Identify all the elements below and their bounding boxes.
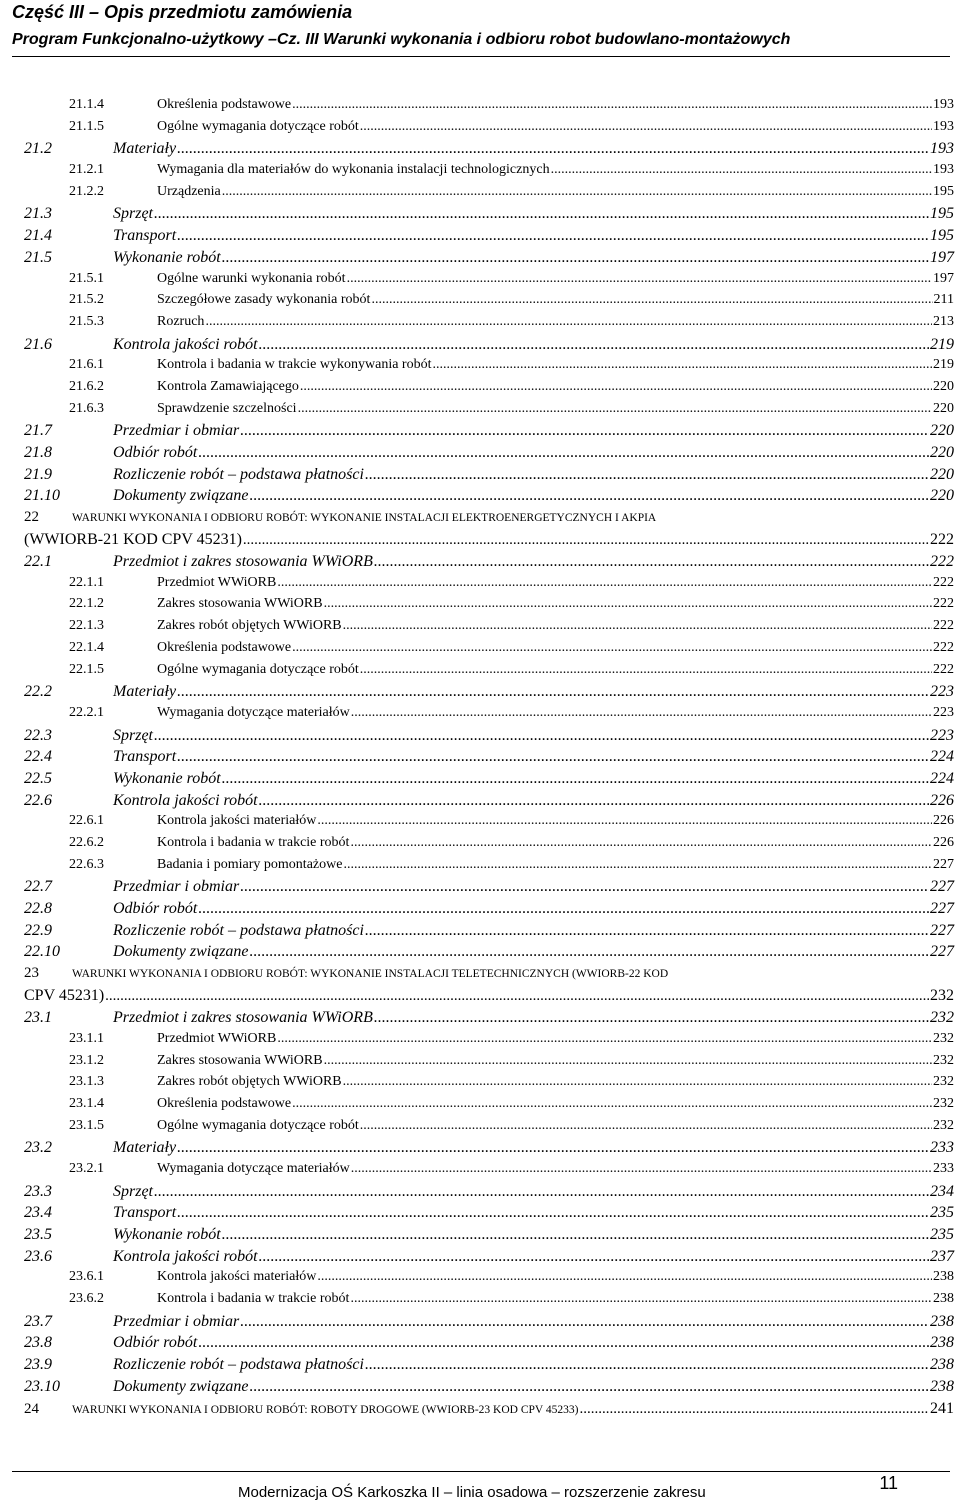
toc-entry-number: 23.1.5	[69, 1117, 104, 1133]
toc-page-number: 222	[930, 531, 954, 549]
toc-entry-title: Dokumenty związane	[113, 943, 249, 961]
toc-entry[interactable]	[24, 1378, 954, 1400]
toc-entry-number: 22.9	[24, 921, 52, 939]
toc-chapter-24[interactable]	[24, 1400, 954, 1422]
toc-entry[interactable]	[24, 922, 954, 944]
toc-entry-number: 21.5.1	[69, 270, 104, 286]
toc-entry-number: 21.5	[24, 248, 52, 266]
toc-chapter-title-cont: (WWIORB-21 KOD CPV 45231)	[24, 531, 242, 549]
document-header-title: Część III – Opis przedmiotu zamówienia	[12, 2, 353, 22]
toc-entry-number: 22.10	[24, 943, 60, 961]
footer-text: Modernizacja OŚ Karkoszka II – linia osadowa – rozszerzenie zakresu	[238, 1484, 706, 1501]
toc-entry-number: 21.2	[24, 140, 52, 158]
toc-entry[interactable]	[24, 1313, 954, 1335]
toc-entry-number: 22.2	[24, 683, 52, 701]
toc-page-number: 223	[930, 726, 954, 744]
toc-entry-number: 22.6	[24, 791, 52, 809]
toc-entry-number: 23.2	[24, 1139, 52, 1157]
toc-entry-number: 23.1.1	[69, 1030, 104, 1046]
toc-entry-number: 22.6.1	[69, 813, 104, 829]
toc-entry-number: 22.1.2	[69, 596, 104, 612]
toc-entry-number: 23.6.1	[69, 1269, 104, 1285]
toc-page-number: 238	[930, 1356, 954, 1374]
toc-entry-title: Ogólne wymagania dotyczące robót	[157, 661, 359, 677]
toc-entry-number: 23.1	[24, 1009, 52, 1027]
toc-entry[interactable]	[24, 1334, 954, 1356]
toc-entry-title: Dokumenty związane	[113, 1377, 249, 1395]
toc-entry-title: Przedmiar i obmiar	[113, 878, 240, 896]
toc-entry-title: Przedmiar i obmiar	[113, 422, 240, 440]
toc-entry-title: Kontrola jakości materiałów	[157, 1269, 317, 1285]
toc-page-number: 222	[933, 618, 954, 634]
toc-page-number: 227	[930, 943, 954, 961]
toc-entry-title: Kontrola i badania w trakcie robót	[157, 835, 350, 850]
toc-entry[interactable]	[24, 1291, 954, 1313]
toc-entry-title: Rozruch	[157, 313, 205, 329]
toc-page-number: 222	[933, 574, 954, 590]
toc-entry-title: Materiały	[113, 683, 177, 701]
toc-page-number: 193	[933, 162, 954, 178]
toc-page-number: 234	[930, 1182, 954, 1200]
toc-entry[interactable]	[24, 553, 954, 575]
toc-entry-title: Badania i pomiary pomontażowe	[157, 856, 343, 872]
toc-entry[interactable]	[24, 1226, 954, 1248]
toc-entry-number: 23.7	[24, 1312, 52, 1330]
toc-page-number: 233	[933, 1160, 954, 1176]
toc-entry[interactable]	[24, 727, 954, 749]
toc-entry-number: 22.2.1	[69, 704, 104, 720]
toc-page-number: 195	[930, 205, 954, 223]
page-number: 11	[879, 1473, 898, 1493]
toc-entry-title: Ogólne warunki wykonania robót	[157, 270, 346, 286]
toc-page-number: 238	[933, 1291, 954, 1307]
toc-entry-title: Transport	[113, 1204, 177, 1222]
toc-entry-title: Określenia podstawowe	[157, 97, 292, 112]
toc-entry[interactable]	[24, 487, 954, 509]
toc-page-number: 223	[930, 683, 954, 701]
toc-page-number: 195	[930, 227, 954, 245]
toc-entry-number: 23.4	[24, 1204, 52, 1222]
toc-entry-title: Wykonanie robót	[113, 1226, 221, 1243]
toc-entry-number: 22.3	[24, 726, 52, 744]
toc-entry-title: Odbiór robót	[113, 900, 198, 918]
toc-page-number: 222	[933, 596, 954, 612]
toc-entry[interactable]	[24, 640, 954, 662]
toc-entry-number: 21.8	[24, 444, 52, 461]
toc-entry-title: Wykonanie robót	[113, 248, 221, 266]
toc-entry-title: Wymagania dotyczące materiałów	[157, 704, 350, 720]
toc-entry-title: Wykonanie robót	[113, 769, 221, 787]
toc-entry-title: Wymagania dla materiałów do wykonania instalacji technologicznych	[157, 162, 550, 178]
toc-entry[interactable]	[24, 162, 954, 184]
toc-page-number: 211	[933, 292, 954, 308]
footer-rule	[12, 1471, 950, 1472]
toc-section-23	[24, 1009, 954, 1399]
toc-entry-number: 21.7	[24, 422, 52, 440]
document-header-subtitle: Program Funkcjonalno-użytkowy –Cz. III Warunki wykonania i odbioru robot budowlano-montażowych	[12, 31, 791, 48]
toc-entry-title: Kontrola jakości robót	[113, 335, 258, 353]
toc-entry-number: 21.1.4	[69, 97, 104, 112]
toc-entry-number: 23.10	[24, 1377, 60, 1395]
toc-entry[interactable]	[24, 97, 954, 119]
toc-entry[interactable]	[24, 1053, 954, 1075]
toc-entry[interactable]	[24, 575, 954, 597]
toc-entry-title: Rozliczenie robót – podstawa płatności	[113, 465, 364, 483]
toc-page-number: 227	[930, 900, 954, 918]
toc-page-number: 226	[930, 791, 954, 809]
toc-entry[interactable]	[24, 1096, 954, 1118]
toc-entry[interactable]	[24, 878, 954, 900]
toc-page-number: 213	[933, 313, 954, 329]
toc-page-number: 220	[930, 487, 954, 505]
toc-entry[interactable]	[24, 1269, 954, 1291]
toc-entry-title: Odbiór robót	[113, 1334, 198, 1352]
toc-entry-number: 23.1.2	[69, 1052, 104, 1068]
toc-page-number: 220	[930, 444, 954, 461]
toc-page-number: 232	[933, 1074, 954, 1090]
toc-entry-title: Zakres robót objętych WWiORB	[157, 1074, 342, 1090]
toc-entry-number: 21.4	[24, 227, 52, 245]
toc-page-number: 195	[933, 183, 954, 199]
toc-entry-title: Odbiór robót	[113, 444, 198, 461]
toc-page-number: 219	[933, 357, 954, 373]
toc-entry-title: Materiały	[113, 1139, 177, 1157]
toc-chapter-title: WARUNKI WYKONANIA I ODBIORU ROBÓT: WYKONANIE INSTALACJI ELEKTROENERGETYCZNYCH I AKPIA	[72, 512, 657, 525]
toc-entry[interactable]	[24, 705, 954, 727]
toc-page-number: 232	[930, 1009, 954, 1027]
toc-entry[interactable]	[24, 205, 954, 227]
toc-entry[interactable]	[24, 379, 954, 401]
toc-page-number: 227	[930, 921, 954, 939]
toc-entry[interactable]	[24, 1204, 954, 1226]
toc-entry[interactable]	[24, 1161, 954, 1183]
toc-entry-title: Kontrola Zamawiającego	[157, 378, 299, 394]
toc-entry-number: 22.7	[24, 878, 52, 896]
toc-entry-title: Szczegółowe zasady wykonania robót	[157, 292, 371, 308]
toc-entry[interactable]	[24, 596, 954, 618]
toc-entry[interactable]	[24, 748, 954, 770]
toc-entry-title: Zakres stosowania WWiORB	[157, 596, 323, 612]
toc-page-number: 241	[930, 1399, 954, 1417]
toc-entry[interactable]	[24, 662, 954, 684]
toc-entry[interactable]	[24, 292, 954, 314]
toc-entry-title: Transport	[113, 227, 177, 245]
toc-entry-title: Przedmiar i obmiar	[113, 1312, 240, 1330]
toc-page-number: 232	[933, 1052, 954, 1068]
toc-entry-title: Przedmiot i zakres stosowania WWiORB	[113, 1009, 373, 1027]
toc-page-number: 223	[933, 704, 954, 720]
toc-entry[interactable]	[24, 835, 954, 857]
toc-entry[interactable]	[24, 1356, 954, 1378]
toc-entry[interactable]	[24, 119, 954, 141]
toc-entry-number: 23.1.4	[69, 1095, 104, 1111]
toc-entry-title: Kontrola i badania w trakcie wykonywania robót	[157, 357, 432, 373]
toc-page-number: 235	[930, 1204, 954, 1222]
toc-entry[interactable]	[24, 227, 954, 249]
toc-entry[interactable]	[24, 184, 954, 206]
toc-page-number: 227	[933, 856, 954, 872]
toc-page-number: 193	[930, 140, 954, 158]
toc-page-number: 232	[933, 1030, 954, 1046]
toc-entry-number: 23.3	[24, 1182, 52, 1200]
toc-page-number: 232	[933, 1095, 954, 1111]
toc-entry[interactable]	[24, 1118, 954, 1140]
toc-entry[interactable]	[24, 1031, 954, 1053]
header-rule	[12, 56, 950, 57]
toc-chapter-title: WARUNKI WYKONANIA I ODBIORU ROBÓT: WYKONANIE INSTALACJI TELETECHNICZNYCH (WWIORB-22 KOD	[72, 968, 669, 981]
toc-page-number: 219	[930, 335, 954, 353]
toc-entry[interactable]	[24, 683, 954, 705]
toc-entry[interactable]	[24, 401, 954, 423]
toc-entry[interactable]	[24, 813, 954, 835]
toc-entry-title: Przedmiot WWiORB	[157, 1030, 277, 1046]
toc-entry-title: Sprzęt	[113, 726, 153, 744]
toc-chapter-number: 22	[24, 509, 39, 526]
toc-entry-title: Kontrola jakości robót	[113, 791, 258, 809]
toc-entry-number: 21.3	[24, 205, 52, 223]
toc-entry[interactable]	[24, 140, 954, 162]
toc-entry-title: Zakres stosowania WWiORB	[157, 1052, 323, 1068]
toc-entry-number: 22.1.5	[69, 661, 104, 677]
toc-entry-title: Zakres robót objętych WWiORB	[157, 618, 342, 634]
toc-entry-number: 23.5	[24, 1226, 52, 1243]
toc-entry-title: Ogólne wymagania dotyczące robót	[157, 1117, 359, 1133]
toc-page-number: 224	[930, 748, 954, 766]
toc-entry-number: 23.2.1	[69, 1160, 104, 1176]
toc-entry-number: 22.4	[24, 748, 52, 766]
toc-chapter-number: 23	[24, 965, 39, 982]
toc-entry-title: Określenia podstawowe	[157, 1095, 292, 1111]
toc-entry-title: Przedmiot i zakres stosowania WWiORB	[113, 553, 373, 571]
toc-entry-title: Urządzenia	[157, 183, 221, 199]
toc-entry-number: 22.1.1	[69, 574, 104, 590]
toc-page-number: 238	[930, 1377, 954, 1395]
toc-page-number: 227	[930, 878, 954, 896]
toc-entry[interactable]	[24, 1183, 954, 1205]
toc-entry-title: Rozliczenie robót – podstawa płatności	[113, 921, 364, 939]
toc-page-number: 226	[933, 835, 954, 850]
toc-entry[interactable]	[24, 336, 954, 358]
toc-chapter-23[interactable]	[24, 965, 954, 1009]
toc-entry-title: Sprawdzenie szczelności	[157, 400, 297, 416]
toc-chapter-title-cont: CPV 45231)	[24, 987, 105, 1005]
toc-page-number: 232	[930, 987, 954, 1005]
toc-entry-number: 23.1.3	[69, 1074, 104, 1090]
toc-page-number: 238	[933, 1269, 954, 1285]
toc-entry-number: 21.1.5	[69, 118, 104, 134]
toc-entry-number: 21.6.2	[69, 378, 104, 394]
toc-entry[interactable]	[24, 900, 954, 922]
toc-entry-title: Ogólne wymagania dotyczące robót	[157, 118, 359, 134]
toc-entry-number: 23.8	[24, 1334, 52, 1352]
toc-page-number: 222	[933, 639, 954, 655]
toc-page-number: 193	[933, 97, 954, 112]
toc-entry[interactable]	[24, 770, 954, 792]
toc-page-number: 232	[933, 1117, 954, 1133]
toc-entry[interactable]	[24, 271, 954, 293]
toc-entry-number: 21.2.2	[69, 183, 104, 199]
toc-page-number: 226	[933, 813, 954, 829]
toc-entry-number: 21.5.3	[69, 313, 104, 329]
toc-entry[interactable]	[24, 444, 954, 466]
toc-entry[interactable]	[24, 466, 954, 488]
toc-entry-number: 22.6.2	[69, 835, 104, 850]
toc-page-number: 237	[930, 1247, 954, 1265]
toc-section-21	[24, 97, 954, 509]
toc-entry-number: 21.6.1	[69, 357, 104, 373]
toc-entry[interactable]	[24, 357, 954, 379]
toc-page-number: 193	[933, 118, 954, 134]
toc-page-number: 197	[933, 270, 954, 286]
toc-entry-number: 21.6	[24, 335, 52, 353]
toc-page-number: 238	[930, 1312, 954, 1330]
toc-entry[interactable]	[24, 943, 954, 965]
toc-entry[interactable]	[24, 618, 954, 640]
toc-entry-title: Kontrola jakości robót	[113, 1247, 258, 1265]
toc-entry[interactable]	[24, 1009, 954, 1031]
toc-entry-number: 23.6.2	[69, 1291, 104, 1307]
toc-entry-title: Rozliczenie robót – podstawa płatności	[113, 1356, 364, 1374]
toc-page-number: 238	[930, 1334, 954, 1352]
toc-entry-title: Przedmiot WWiORB	[157, 574, 277, 590]
toc-entry[interactable]	[24, 1248, 954, 1270]
toc-entry-title: Kontrola jakości materiałów	[157, 813, 317, 829]
toc-page-number: 220	[930, 422, 954, 440]
toc-entry[interactable]	[24, 1074, 954, 1096]
toc-entry[interactable]	[24, 422, 954, 444]
toc-entry-number: 21.2.1	[69, 162, 104, 178]
toc-entry-number: 22.1.4	[69, 639, 104, 655]
toc-entry-title: Sprzęt	[113, 205, 153, 223]
toc-entry-title: Sprzęt	[113, 1182, 153, 1200]
toc-page-number: 220	[933, 400, 954, 416]
toc-entry-title: Dokumenty związane	[113, 487, 249, 505]
toc-entry-number: 21.5.2	[69, 292, 104, 308]
toc-page-number: 197	[930, 248, 954, 266]
toc-chapter-22[interactable]	[24, 509, 954, 553]
toc-page-number: 224	[930, 769, 954, 787]
toc-entry-title: Transport	[113, 748, 177, 766]
toc-entry[interactable]	[24, 857, 954, 879]
toc-page-number: 220	[933, 378, 954, 394]
toc-entry-number: 22.6.3	[69, 856, 104, 872]
toc-entry-number: 21.10	[24, 487, 60, 505]
toc-page-number: 222	[933, 661, 954, 677]
toc-chapter-title: WARUNKI WYKONANIA I ODBIORU ROBÓT: ROBOTY DROGOWE (WWIORB-23 KOD CPV 45233)	[72, 1403, 579, 1416]
toc-entry-title: Określenia podstawowe	[157, 639, 292, 655]
toc-entry[interactable]	[24, 249, 954, 271]
toc-entry-number: 22.1	[24, 553, 52, 571]
toc-entry-number: 22.1.3	[69, 618, 104, 634]
toc-page-number: 235	[930, 1226, 954, 1243]
toc-entry-number: 21.6.3	[69, 400, 104, 416]
toc-entry-number: 22.5	[24, 769, 52, 787]
toc-entry[interactable]	[24, 792, 954, 814]
toc-page-number: 233	[930, 1139, 954, 1157]
toc-page-number: 220	[930, 465, 954, 483]
toc-entry-number: 23.6	[24, 1247, 52, 1265]
toc-page-number: 222	[930, 553, 954, 571]
toc-entry-title: Materiały	[113, 140, 177, 158]
toc-chapter-number: 24	[24, 1400, 39, 1417]
table-of-contents	[24, 97, 954, 1422]
toc-entry-title: Wymagania dotyczące materiałów	[157, 1160, 350, 1176]
toc-entry-number: 22.8	[24, 900, 52, 918]
toc-entry-number: 21.9	[24, 465, 52, 483]
toc-entry-title: Kontrola i badania w trakcie robót	[157, 1291, 350, 1307]
toc-section-22	[24, 553, 954, 965]
toc-entry-number: 23.9	[24, 1356, 52, 1374]
toc-entry[interactable]	[24, 314, 954, 336]
toc-entry[interactable]	[24, 1139, 954, 1161]
